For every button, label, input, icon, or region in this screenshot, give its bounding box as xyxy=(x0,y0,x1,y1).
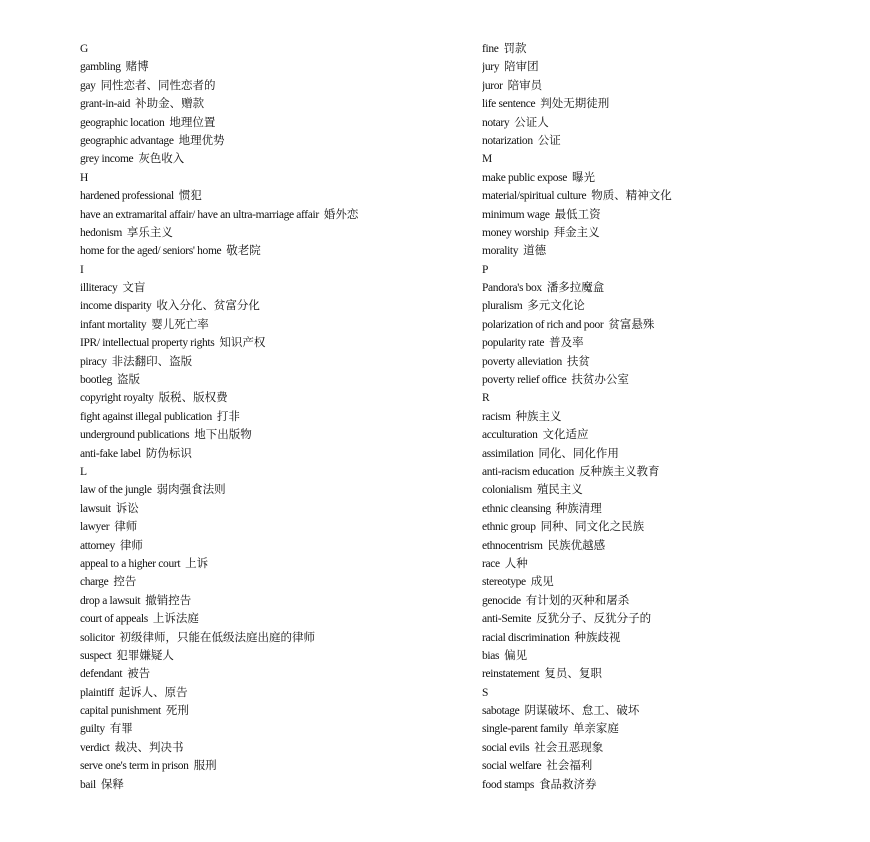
english-term: anti-Semite xyxy=(482,613,532,626)
glossary-entry xyxy=(482,206,862,224)
glossary-entry xyxy=(80,592,470,610)
chinese-translation: 公证人 xyxy=(514,116,549,129)
chinese-translation: 种族歧视 xyxy=(574,631,621,644)
english-term: lawsuit xyxy=(80,502,111,515)
chinese-translation: 曝光 xyxy=(572,171,596,184)
glossary-entry xyxy=(80,316,470,334)
glossary-entry xyxy=(482,169,862,187)
chinese-translation: 普及率 xyxy=(549,337,584,350)
glossary-entry xyxy=(80,114,470,132)
chinese-translation: 敬老院 xyxy=(226,245,261,258)
english-term: illiteracy xyxy=(80,282,118,295)
english-term: ethnocentrism xyxy=(482,539,543,552)
section-letter-heading xyxy=(80,261,470,279)
chinese-translation: 撤销控告 xyxy=(145,594,192,607)
glossary-entry xyxy=(80,500,470,518)
english-term: colonialism xyxy=(482,484,532,497)
glossary-entry xyxy=(482,187,862,205)
glossary-entry xyxy=(482,702,862,720)
chinese-translation: 判处无期徒刑 xyxy=(540,98,610,111)
glossary-entry xyxy=(482,242,862,260)
chinese-translation: 诉讼 xyxy=(115,502,139,515)
glossary-entry xyxy=(482,720,862,738)
english-term: appeal to a higher court xyxy=(80,557,181,570)
english-term: material/spiritual culture xyxy=(482,190,587,203)
english-term: bail xyxy=(80,778,96,791)
glossary-entry xyxy=(80,224,470,242)
glossary-entry xyxy=(80,279,470,297)
chinese-translation: 婚外恋 xyxy=(323,208,359,221)
chinese-translation: 初级律师，只能在低级法庭出庭的律师 xyxy=(119,631,316,644)
chinese-translation: 服刑 xyxy=(193,760,217,773)
english-term: food stamps xyxy=(482,778,535,791)
left-glossary-column xyxy=(80,40,470,794)
section-letter: M xyxy=(482,153,492,166)
english-term: pluralism xyxy=(482,300,523,313)
glossary-entry xyxy=(80,757,470,775)
glossary-entry xyxy=(80,555,470,573)
english-term: drop a lawsuit xyxy=(80,594,141,607)
glossary-entry xyxy=(482,776,862,794)
chinese-translation: 同性恋者、同性恋者的 xyxy=(100,79,216,92)
glossary-entry xyxy=(80,426,470,444)
chinese-translation: 赌博 xyxy=(125,61,149,74)
chinese-translation: 地理优势 xyxy=(178,134,225,147)
chinese-translation: 陪审团 xyxy=(504,61,539,74)
chinese-translation: 上诉法庭 xyxy=(152,613,199,626)
chinese-translation: 反种族主义教育 xyxy=(578,465,660,478)
glossary-entry xyxy=(482,316,862,334)
glossary-entry xyxy=(80,132,470,150)
english-term: guilty xyxy=(80,723,105,736)
glossary-entry xyxy=(80,518,470,536)
chinese-translation: 惯犯 xyxy=(178,190,202,203)
english-term: social welfare xyxy=(482,760,542,773)
chinese-translation: 复员、复职 xyxy=(544,668,602,681)
chinese-translation: 道德 xyxy=(523,245,547,258)
chinese-translation: 偏见 xyxy=(504,649,528,662)
english-term: notarization xyxy=(482,134,533,147)
english-term: reinstatement xyxy=(482,668,540,681)
section-letter-heading xyxy=(482,389,862,407)
glossary-entry xyxy=(482,371,862,389)
chinese-translation: 扶贫办公室 xyxy=(571,374,629,387)
glossary-entry xyxy=(80,206,470,224)
chinese-translation: 保释 xyxy=(100,778,124,791)
glossary-entry xyxy=(80,334,470,352)
chinese-translation: 种族主义 xyxy=(515,410,562,423)
glossary-entry xyxy=(482,500,862,518)
english-term: geographic advantage xyxy=(80,134,174,147)
glossary-entry xyxy=(80,77,470,95)
section-letter: L xyxy=(80,465,87,478)
chinese-translation: 非法翻印、盗版 xyxy=(111,355,193,368)
english-term: bias xyxy=(482,649,500,662)
english-term: notary xyxy=(482,116,510,129)
glossary-entry xyxy=(482,592,862,610)
english-term: capital punishment xyxy=(80,705,161,718)
chinese-translation: 单亲家庭 xyxy=(572,723,619,736)
english-term: serve one's term in prison xyxy=(80,760,189,773)
glossary-entry xyxy=(482,426,862,444)
english-term: attorney xyxy=(80,539,115,552)
english-term: Pandora's box xyxy=(482,282,542,295)
chinese-translation: 种族清理 xyxy=(555,502,602,515)
glossary-entry xyxy=(80,647,470,665)
english-term: gay xyxy=(80,79,96,92)
section-letter-heading xyxy=(482,150,862,168)
glossary-entry xyxy=(482,334,862,352)
section-letter-heading xyxy=(80,463,470,481)
glossary-entry xyxy=(482,132,862,150)
english-term: racism xyxy=(482,410,511,423)
chinese-translation: 防伪标识 xyxy=(145,447,192,460)
glossary-entry xyxy=(482,445,862,463)
glossary-entry xyxy=(482,573,862,591)
english-term: genocide xyxy=(482,594,521,607)
chinese-translation: 控告 xyxy=(113,576,137,589)
glossary-entry xyxy=(482,463,862,481)
english-term: law of the jungle xyxy=(80,484,152,497)
glossary-entry xyxy=(482,114,862,132)
chinese-translation: 律师 xyxy=(114,521,138,534)
glossary-entry xyxy=(482,739,862,757)
chinese-translation: 最低工资 xyxy=(554,208,601,221)
english-term: lawyer xyxy=(80,521,110,534)
glossary-entry xyxy=(482,518,862,536)
english-term: fine xyxy=(482,43,499,55)
chinese-translation: 同化、同化作用 xyxy=(538,447,619,460)
chinese-translation: 阴谋破坏、怠工、破坏 xyxy=(524,705,640,718)
glossary-entry xyxy=(80,353,470,371)
glossary-entry xyxy=(80,481,470,499)
chinese-translation: 社会丑恶现象 xyxy=(534,741,604,754)
glossary-entry xyxy=(80,739,470,757)
glossary-entry xyxy=(482,279,862,297)
glossary-entry xyxy=(482,77,862,95)
english-term: racial discrimination xyxy=(482,631,570,644)
chinese-translation: 成见 xyxy=(530,576,554,589)
chinese-translation: 婴儿死亡率 xyxy=(151,318,209,331)
chinese-translation: 反犹分子、反犹分子的 xyxy=(536,613,652,626)
english-term: ethnic cleansing xyxy=(482,502,551,515)
section-letter: P xyxy=(482,263,489,276)
english-term: grey income xyxy=(80,153,134,166)
chinese-translation: 享乐主义 xyxy=(126,226,173,239)
english-term: money worship xyxy=(482,226,549,239)
english-term: underground publications xyxy=(80,429,190,442)
english-term: charge xyxy=(80,576,109,589)
section-letter-heading xyxy=(80,169,470,187)
english-term: defendant xyxy=(80,668,123,681)
glossary-entry xyxy=(482,610,862,628)
chinese-translation: 起诉人、原告 xyxy=(118,686,188,699)
chinese-translation: 律师 xyxy=(119,539,143,552)
english-term: hedonism xyxy=(80,226,122,239)
chinese-translation: 被告 xyxy=(127,668,151,681)
glossary-entry xyxy=(482,297,862,315)
english-term: morality xyxy=(482,245,519,258)
chinese-translation: 公证 xyxy=(537,134,561,147)
glossary-entry xyxy=(80,297,470,315)
chinese-translation: 知识产权 xyxy=(219,337,266,350)
english-term: popularity rate xyxy=(482,337,545,350)
english-term: social evils xyxy=(482,741,530,754)
chinese-translation: 人种 xyxy=(504,557,528,570)
glossary-entry xyxy=(482,40,862,58)
english-term: infant mortality xyxy=(80,318,147,331)
english-term: sabotage xyxy=(482,705,520,718)
section-letter: R xyxy=(482,392,490,405)
section-letter: G xyxy=(80,43,88,55)
english-term: solicitor xyxy=(80,631,115,644)
chinese-translation: 盗版 xyxy=(117,374,141,387)
english-term: home for the aged/ seniors' home xyxy=(80,245,222,258)
glossary-entry xyxy=(482,647,862,665)
glossary-entry xyxy=(80,629,470,647)
glossary-entry xyxy=(80,150,470,168)
chinese-translation: 文化适应 xyxy=(542,429,589,442)
english-term: income disparity xyxy=(80,300,152,313)
chinese-translation: 文盲 xyxy=(122,282,146,295)
english-term: stereotype xyxy=(482,576,526,589)
glossary-entry xyxy=(80,537,470,555)
glossary-entry xyxy=(482,95,862,113)
glossary-entry xyxy=(80,720,470,738)
chinese-translation: 物质、精神文化 xyxy=(591,190,672,203)
english-term: grant-in-aid xyxy=(80,98,131,111)
english-term: poverty relief office xyxy=(482,374,567,387)
chinese-translation: 潘多拉魔盒 xyxy=(546,282,605,295)
glossary-entry xyxy=(80,187,470,205)
chinese-translation: 上诉 xyxy=(185,557,209,570)
english-term: jury xyxy=(482,61,500,74)
chinese-translation: 补助金、赠款 xyxy=(135,98,205,111)
english-term: anti-racism education xyxy=(482,465,574,478)
glossary-entry xyxy=(80,389,470,407)
chinese-translation: 地理位置 xyxy=(169,116,216,129)
english-term: minimum wage xyxy=(482,208,550,221)
glossary-entry xyxy=(80,610,470,628)
english-term: poverty alleviation xyxy=(482,355,562,368)
english-term: piracy xyxy=(80,355,107,368)
english-term: race xyxy=(482,557,500,570)
section-letter-heading xyxy=(80,40,470,58)
chinese-translation: 死刑 xyxy=(165,705,189,718)
glossary-entry xyxy=(80,445,470,463)
english-term: life sentence xyxy=(482,98,536,111)
chinese-translation: 同种、同文化之民族 xyxy=(540,521,645,534)
section-letter-heading xyxy=(482,261,862,279)
chinese-translation: 殖民主义 xyxy=(536,484,583,497)
chinese-translation: 罚款 xyxy=(503,43,527,55)
english-term: copyright royalty xyxy=(80,392,154,405)
glossary-entry xyxy=(482,224,862,242)
english-term: bootleg xyxy=(80,374,113,387)
english-term: fight against illegal publication xyxy=(80,410,212,423)
english-term: single-parent family xyxy=(482,723,568,736)
english-term: hardened professional xyxy=(80,190,174,203)
english-term: plaintiff xyxy=(80,686,114,699)
section-letter: S xyxy=(482,686,489,699)
glossary-entry xyxy=(482,408,862,426)
glossary-entry xyxy=(482,665,862,683)
chinese-translation: 民族优越感 xyxy=(547,539,606,552)
right-glossary-column xyxy=(482,40,862,794)
english-term: ethnic group xyxy=(482,521,536,534)
glossary-entry xyxy=(80,573,470,591)
glossary-entry xyxy=(80,684,470,702)
glossary-entry xyxy=(482,481,862,499)
glossary-entry xyxy=(80,95,470,113)
english-term: court of appeals xyxy=(80,613,148,626)
english-term: geographic location xyxy=(80,116,165,129)
glossary-entry xyxy=(80,371,470,389)
chinese-translation: 地下出版物 xyxy=(194,429,252,442)
english-term: suspect xyxy=(80,649,112,662)
glossary-entry xyxy=(482,353,862,371)
chinese-translation: 版税、版权费 xyxy=(158,392,228,405)
english-term: have an extramarital affair/ have an ultra-marriage affair xyxy=(80,208,319,221)
english-term: anti-fake label xyxy=(80,447,141,460)
chinese-translation: 收入分化、贫富分化 xyxy=(156,300,260,313)
chinese-translation: 有计划的灭种和屠杀 xyxy=(525,594,630,607)
chinese-translation: 灰色收入 xyxy=(138,153,185,166)
chinese-translation: 食品救济券 xyxy=(539,778,597,791)
glossary-entry xyxy=(482,537,862,555)
glossary-entry xyxy=(482,555,862,573)
chinese-translation: 多元文化论 xyxy=(527,300,585,313)
chinese-translation: 贫富悬殊 xyxy=(608,318,655,331)
glossary-entry xyxy=(482,629,862,647)
glossary-entry xyxy=(80,408,470,426)
english-term: gambling xyxy=(80,61,121,74)
chinese-translation: 有罪 xyxy=(109,723,133,736)
section-letter: I xyxy=(80,263,84,276)
chinese-translation: 拜金主义 xyxy=(553,226,600,239)
glossary-entry xyxy=(482,757,862,775)
english-term: IPR/ intellectual property rights xyxy=(80,337,215,350)
chinese-translation: 陪审员 xyxy=(507,79,543,92)
glossary-entry xyxy=(80,242,470,260)
chinese-translation: 弱肉强食法则 xyxy=(156,484,226,497)
glossary-entry xyxy=(80,58,470,76)
english-term: make public expose xyxy=(482,171,568,184)
chinese-translation: 裁决、判决书 xyxy=(114,741,184,754)
chinese-translation: 打非 xyxy=(216,410,240,423)
chinese-translation: 犯罪嫌疑人 xyxy=(116,649,174,662)
english-term: assimilation xyxy=(482,447,534,460)
chinese-translation: 社会福利 xyxy=(546,760,593,773)
glossary-entry xyxy=(80,702,470,720)
section-letter: H xyxy=(80,171,88,184)
glossary-entry xyxy=(80,776,470,794)
chinese-translation: 扶贫 xyxy=(566,355,590,368)
english-term: acculturation xyxy=(482,429,538,442)
english-term: juror xyxy=(482,79,503,92)
english-term: verdict xyxy=(80,741,110,754)
glossary-entry xyxy=(80,665,470,683)
english-term: polarization of rich and poor xyxy=(482,318,604,331)
section-letter-heading xyxy=(482,684,862,702)
glossary-entry xyxy=(482,58,862,76)
